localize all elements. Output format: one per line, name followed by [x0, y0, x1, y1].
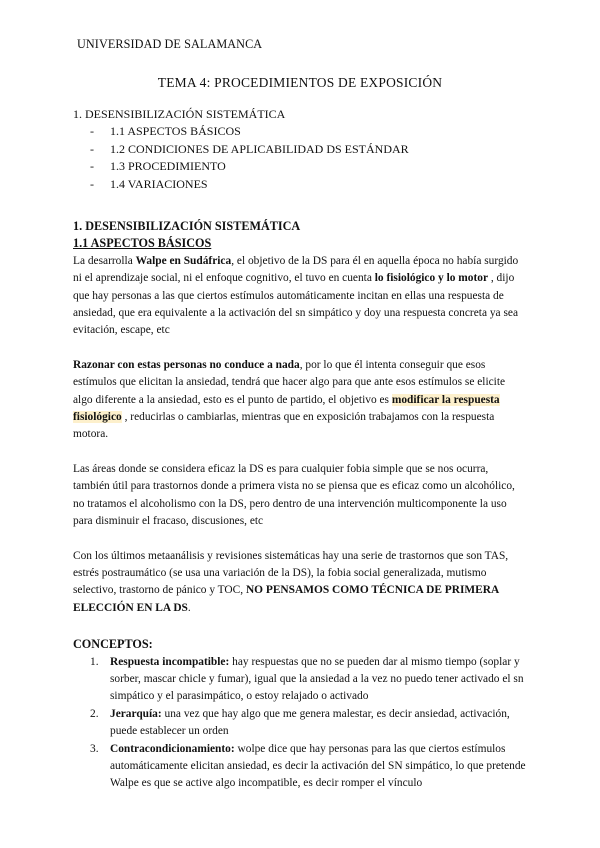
text-run: .	[187, 601, 191, 614]
paragraph-metaanalysis	[73, 548, 526, 618]
toc-item	[73, 141, 533, 158]
toc-bullet: -	[90, 176, 94, 191]
text-run: , por lo que él intenta conseguir que esos estímulos que elicitan la ansiedad, tendrá que hacer algo para que ante esos estímulos se elicite algo diferente a la ansiedad, esto es el punto de partido, el objetivo es	[73, 358, 506, 406]
table-of-contents	[73, 106, 533, 193]
concept-term: Respuesta incompatible:	[110, 655, 230, 668]
toc-item-label: 1.2 CONDICIONES DE APLICABILIDAD DS ESTÁNDAR	[110, 141, 409, 156]
toc-item	[73, 123, 533, 140]
bold-text: Walpe en Sudáfrica	[135, 254, 232, 267]
concept-term: Contracondicionamiento:	[110, 742, 235, 755]
bold-text: NO PENSAMOS COMO TÉCNICA DE PRIMERA ELECCIÓN EN LA DS	[73, 584, 499, 614]
text-run: , el objetivo de la DS para él en aquella época no había surgido ni el aprendizaje social, ni el enfoque cognitivo, el tuvo en cuenta	[73, 254, 519, 285]
toc-item-label: 1.4 VARIACIONES	[110, 176, 208, 191]
list-item	[73, 741, 526, 793]
concept-text: hay respuestas que no se pueden dar al mismo tiempo (soplar y sorber, mascar chicle y fumar), igual que la ansiedad a la vez no puedo tener activado el sn simpático y el parasimpático, o estoy relajado o activado	[110, 655, 524, 703]
text-run: , reducirlas o cambiarlas, mientras que en exposición trabajamos con la respuesta motora.	[73, 411, 495, 441]
bold-text: Razonar con estas personas no conduce a nada	[73, 358, 300, 371]
list-item	[73, 706, 526, 741]
institution-header: UNIVERSIDAD DE SALAMANCA	[77, 37, 263, 51]
list-number: 2.	[90, 707, 99, 720]
text-run: Con los últimos metaanálisis y revisiones sistemáticas hay una serie de trastornos que son TAS, estrés postraumático (se usa una variación de la DS), la fobia social generalizada, mutismo selectivo, trastorno de pánico y TOC,	[73, 549, 509, 597]
document-body	[73, 218, 526, 793]
concept-text: una vez que hay algo que me genera malestar, es decir ansiedad, activación, puede establecer un orden	[110, 707, 510, 738]
list-number: 1.	[90, 655, 99, 668]
document-title: TEMA 4: PROCEDIMIENTOS DE EXPOSICIÓN	[157, 75, 443, 90]
toc-bullet: -	[90, 141, 94, 156]
paragraph-intro	[73, 253, 526, 340]
toc-list	[73, 123, 533, 193]
toc-heading: 1. DESENSIBILIZACIÓN SISTEMÁTICA	[73, 107, 286, 121]
text-run: La desarrolla	[73, 254, 136, 267]
toc-item	[73, 158, 533, 175]
toc-bullet: -	[90, 124, 94, 139]
toc-item	[73, 176, 533, 193]
section-heading: 1. DESENSIBILIZACIÓN SISTEMÁTICA	[73, 219, 301, 233]
highlighted-text: modificar la respuesta fisiológico	[73, 393, 500, 424]
list-item	[73, 654, 526, 706]
list-number: 3.	[90, 742, 99, 755]
concepts-list	[73, 654, 526, 793]
concept-text: wolpe dice que hay personas para las que ciertos estímulos automáticamente elicitan ansiedad, es decir la activación del SN simpático, lo que pretende Walpe es que se active algo incompatible, es decir romper el vínculo	[110, 742, 526, 790]
concepts-heading: CONCEPTOS:	[73, 637, 153, 652]
toc-bullet: -	[90, 159, 94, 174]
paragraph-reasoning	[73, 357, 526, 444]
subsection-heading: 1.1 ASPECTOS BÁSICOS	[73, 236, 212, 251]
text-run: , dijo que hay personas a las que ciertos estímulos automáticamente incitan en ellas una respuesta de ansiedad, que era equivalente a la activación del sn simpático y doy una respuesta concreta ya sea evitación, escape, etc	[73, 272, 518, 337]
toc-item-label: 1.3 PROCEDIMIENTO	[110, 159, 226, 174]
bold-text: lo fisiológico y lo motor	[374, 272, 489, 285]
toc-item-label: 1.1 ASPECTOS BÁSICOS	[110, 124, 241, 139]
paragraph-areas: Las áreas donde se considera eficaz la DS es para cualquier fobia simple que se nos ocurra, también útil para trastornos donde a primera vista no se piensa que es eficaz como un alcohólico, no tratamos el alcoholismo con la DS, pero dentro de una intervención multicomponente la uso para disminuir el fracaso, discusiones, etc	[73, 462, 515, 528]
concept-term: Jerarquía:	[110, 707, 162, 720]
